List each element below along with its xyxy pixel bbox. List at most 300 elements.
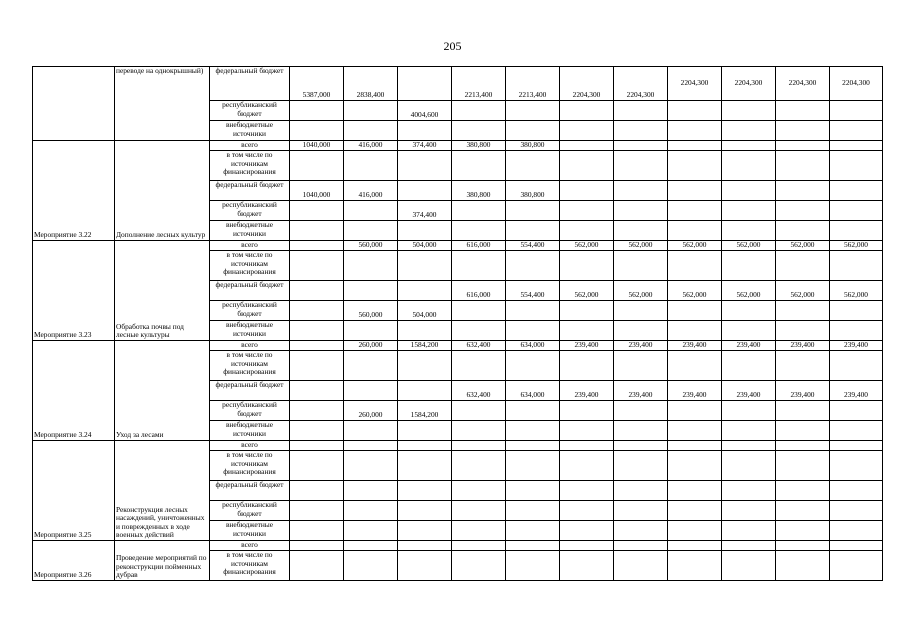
- value-cell: [830, 501, 883, 521]
- value-cell: [290, 521, 344, 541]
- value-cell: [722, 101, 776, 121]
- value-cell: [290, 121, 344, 141]
- value-cell: [452, 401, 506, 421]
- value-cell: 562,000: [830, 241, 883, 251]
- value-cell: [614, 541, 668, 551]
- value-cell: [506, 151, 560, 181]
- value-cell: [614, 521, 668, 541]
- value-cell: 562,000: [614, 281, 668, 301]
- value-cell: [344, 501, 398, 521]
- value-cell: [830, 151, 883, 181]
- value-cell: 562,000: [614, 241, 668, 251]
- value-cell: 562,000: [560, 241, 614, 251]
- value-cell: [344, 101, 398, 121]
- source-cell: внебюджетные источники: [210, 221, 290, 241]
- page-number: 205: [443, 39, 462, 53]
- source-cell: республиканский бюджет: [210, 101, 290, 121]
- value-cell: [452, 221, 506, 241]
- value-cell: [668, 221, 722, 241]
- value-cell: 239,400: [776, 341, 830, 351]
- value-cell: [452, 441, 506, 451]
- value-cell: 1040,000: [290, 181, 344, 201]
- value-cell: [290, 301, 344, 321]
- value-cell: [668, 541, 722, 551]
- value-cell: [344, 481, 398, 501]
- table-body: [33, 67, 883, 581]
- value-cell: 554,400: [506, 281, 560, 301]
- value-cell: 5387,000: [290, 67, 344, 101]
- value-cell: 1040,000: [290, 141, 344, 151]
- source-cell: в том числе по источникам финансирования: [210, 251, 290, 281]
- value-cell: 504,000: [398, 241, 452, 251]
- value-cell: 1584,200: [398, 401, 452, 421]
- value-cell: [722, 351, 776, 381]
- value-cell: [506, 221, 560, 241]
- value-cell: 374,400: [398, 201, 452, 221]
- value-cell: 2204,300: [722, 67, 776, 101]
- value-cell: [722, 551, 776, 581]
- value-cell: [614, 121, 668, 141]
- value-cell: [668, 441, 722, 451]
- value-cell: [614, 501, 668, 521]
- source-cell: федеральный бюджет: [210, 67, 290, 101]
- value-cell: [614, 141, 668, 151]
- measure-cell: Мероприятие 3.26: [33, 541, 115, 581]
- value-cell: [668, 551, 722, 581]
- source-cell: всего: [210, 241, 290, 251]
- value-cell: 1584,200: [398, 341, 452, 351]
- value-cell: [506, 321, 560, 341]
- value-cell: [722, 201, 776, 221]
- value-cell: [830, 121, 883, 141]
- value-cell: [344, 551, 398, 581]
- measure-cell: Мероприятие 3.22: [33, 141, 115, 241]
- value-cell: 562,000: [830, 281, 883, 301]
- value-cell: 632,400: [452, 381, 506, 401]
- value-cell: [560, 201, 614, 221]
- value-cell: [722, 481, 776, 501]
- value-cell: 2204,300: [830, 67, 883, 101]
- value-cell: 239,400: [776, 381, 830, 401]
- source-cell: республиканский бюджет: [210, 201, 290, 221]
- value-cell: [452, 151, 506, 181]
- value-cell: [560, 151, 614, 181]
- value-cell: [344, 201, 398, 221]
- value-cell: [506, 251, 560, 281]
- value-cell: [830, 141, 883, 151]
- value-cell: [398, 481, 452, 501]
- value-cell: [560, 351, 614, 381]
- value-cell: 416,000: [344, 141, 398, 151]
- table-row: [33, 141, 883, 151]
- value-cell: [290, 151, 344, 181]
- value-cell: [398, 221, 452, 241]
- value-cell: 239,400: [722, 381, 776, 401]
- value-cell: [776, 501, 830, 521]
- value-cell: [290, 541, 344, 551]
- value-cell: 380,800: [452, 181, 506, 201]
- value-cell: 2204,300: [614, 67, 668, 101]
- value-cell: [722, 421, 776, 441]
- value-cell: [668, 401, 722, 421]
- value-cell: [830, 351, 883, 381]
- value-cell: [398, 181, 452, 201]
- value-cell: [506, 481, 560, 501]
- value-cell: 554,400: [506, 241, 560, 251]
- value-cell: [722, 301, 776, 321]
- value-cell: [776, 251, 830, 281]
- value-cell: 562,000: [668, 281, 722, 301]
- value-cell: 560,000: [344, 241, 398, 251]
- value-cell: 239,400: [830, 381, 883, 401]
- source-cell: в том числе по источникам финансирования: [210, 551, 290, 581]
- value-cell: [776, 181, 830, 201]
- value-cell: 2213,400: [452, 67, 506, 101]
- value-cell: [560, 121, 614, 141]
- value-cell: 2204,300: [560, 67, 614, 101]
- value-cell: 239,400: [560, 381, 614, 401]
- source-cell: внебюджетные источники: [210, 121, 290, 141]
- value-cell: [506, 401, 560, 421]
- value-cell: [506, 551, 560, 581]
- source-cell: федеральный бюджет: [210, 481, 290, 501]
- table-row: [33, 441, 883, 451]
- value-cell: [398, 381, 452, 401]
- description-cell: Дополнение лесных культур: [115, 141, 210, 241]
- value-cell: [290, 101, 344, 121]
- value-cell: [560, 521, 614, 541]
- value-cell: [668, 481, 722, 501]
- value-cell: [398, 121, 452, 141]
- value-cell: [344, 421, 398, 441]
- value-cell: [290, 351, 344, 381]
- value-cell: [668, 501, 722, 521]
- value-cell: 239,400: [614, 381, 668, 401]
- source-cell: внебюджетные источники: [210, 321, 290, 341]
- value-cell: [830, 521, 883, 541]
- value-cell: [290, 241, 344, 251]
- value-cell: [452, 501, 506, 521]
- value-cell: [290, 501, 344, 521]
- value-cell: [560, 321, 614, 341]
- value-cell: [830, 481, 883, 501]
- value-cell: [506, 101, 560, 121]
- measure-cell: Мероприятие 3.24: [33, 341, 115, 441]
- value-cell: [506, 351, 560, 381]
- value-cell: [398, 67, 452, 101]
- table-row: [33, 67, 883, 101]
- value-cell: [830, 251, 883, 281]
- value-cell: [614, 221, 668, 241]
- value-cell: [398, 251, 452, 281]
- value-cell: [506, 201, 560, 221]
- value-cell: [398, 441, 452, 451]
- value-cell: [398, 541, 452, 551]
- value-cell: [398, 421, 452, 441]
- value-cell: [830, 441, 883, 451]
- value-cell: [560, 421, 614, 441]
- value-cell: 560,000: [344, 301, 398, 321]
- value-cell: [560, 441, 614, 451]
- value-cell: [722, 221, 776, 241]
- value-cell: [776, 421, 830, 441]
- value-cell: [452, 121, 506, 141]
- value-cell: [668, 141, 722, 151]
- value-cell: [830, 301, 883, 321]
- value-cell: [668, 121, 722, 141]
- value-cell: [398, 501, 452, 521]
- value-cell: [560, 181, 614, 201]
- source-cell: всего: [210, 141, 290, 151]
- value-cell: [614, 481, 668, 501]
- value-cell: [722, 501, 776, 521]
- measure-cell: Мероприятие 3.25: [33, 441, 115, 541]
- value-cell: 632,400: [452, 341, 506, 351]
- value-cell: [776, 481, 830, 501]
- value-cell: [722, 181, 776, 201]
- value-cell: [614, 551, 668, 581]
- value-cell: 239,400: [668, 381, 722, 401]
- value-cell: [668, 151, 722, 181]
- value-cell: [722, 451, 776, 481]
- source-cell: внебюджетные источники: [210, 521, 290, 541]
- value-cell: 2204,300: [776, 67, 830, 101]
- value-cell: [830, 401, 883, 421]
- value-cell: [614, 451, 668, 481]
- source-cell: в том числе по источникам финансирования: [210, 451, 290, 481]
- value-cell: [560, 541, 614, 551]
- value-cell: [506, 451, 560, 481]
- value-cell: [722, 521, 776, 541]
- value-cell: [830, 551, 883, 581]
- source-cell: республиканский бюджет: [210, 501, 290, 521]
- value-cell: 562,000: [722, 241, 776, 251]
- value-cell: [776, 441, 830, 451]
- value-cell: [452, 101, 506, 121]
- value-cell: [452, 321, 506, 341]
- value-cell: [776, 121, 830, 141]
- value-cell: [344, 151, 398, 181]
- source-cell: всего: [210, 541, 290, 551]
- description-cell: Уход за лесами: [115, 341, 210, 441]
- value-cell: [344, 451, 398, 481]
- value-cell: [560, 101, 614, 121]
- value-cell: 634,000: [506, 381, 560, 401]
- description-cell: переводе на однокрышный): [115, 67, 210, 141]
- value-cell: [614, 201, 668, 221]
- value-cell: [614, 101, 668, 121]
- value-cell: [668, 201, 722, 221]
- value-cell: [614, 181, 668, 201]
- source-cell: федеральный бюджет: [210, 281, 290, 301]
- description-cell: Реконструкция лесных насаждений, уничтоженных и поврежденных в ходе военных действий: [115, 441, 210, 541]
- value-cell: [344, 221, 398, 241]
- source-cell: в том числе по источникам финансирования: [210, 151, 290, 181]
- value-cell: [830, 181, 883, 201]
- value-cell: [776, 301, 830, 321]
- value-cell: [668, 181, 722, 201]
- value-cell: [560, 251, 614, 281]
- value-cell: [722, 441, 776, 451]
- value-cell: [560, 481, 614, 501]
- value-cell: [398, 551, 452, 581]
- value-cell: [722, 251, 776, 281]
- value-cell: [290, 201, 344, 221]
- value-cell: 562,000: [776, 241, 830, 251]
- value-cell: [830, 201, 883, 221]
- value-cell: [776, 101, 830, 121]
- value-cell: [290, 341, 344, 351]
- value-cell: 2213,400: [506, 67, 560, 101]
- value-cell: [668, 421, 722, 441]
- value-cell: [614, 401, 668, 421]
- value-cell: [614, 441, 668, 451]
- value-cell: [776, 551, 830, 581]
- value-cell: [506, 301, 560, 321]
- value-cell: [614, 351, 668, 381]
- value-cell: 239,400: [722, 341, 776, 351]
- value-cell: [398, 521, 452, 541]
- value-cell: [830, 221, 883, 241]
- value-cell: [560, 501, 614, 521]
- value-cell: [452, 451, 506, 481]
- value-cell: [398, 351, 452, 381]
- value-cell: [290, 251, 344, 281]
- value-cell: [776, 151, 830, 181]
- source-cell: всего: [210, 341, 290, 351]
- value-cell: [452, 351, 506, 381]
- value-cell: [290, 551, 344, 581]
- value-cell: [560, 401, 614, 421]
- value-cell: [344, 381, 398, 401]
- value-cell: 562,000: [668, 241, 722, 251]
- value-cell: [290, 281, 344, 301]
- value-cell: [506, 501, 560, 521]
- source-cell: федеральный бюджет: [210, 381, 290, 401]
- value-cell: [614, 301, 668, 321]
- value-cell: [290, 401, 344, 421]
- value-cell: 4004,600: [398, 101, 452, 121]
- value-cell: [560, 221, 614, 241]
- value-cell: [722, 151, 776, 181]
- value-cell: [776, 541, 830, 551]
- value-cell: [776, 321, 830, 341]
- value-cell: [776, 401, 830, 421]
- value-cell: 380,800: [506, 181, 560, 201]
- value-cell: [452, 541, 506, 551]
- value-cell: [668, 521, 722, 541]
- value-cell: [452, 421, 506, 441]
- value-cell: 239,400: [830, 341, 883, 351]
- value-cell: 2838,400: [344, 67, 398, 101]
- value-cell: [830, 451, 883, 481]
- value-cell: [344, 351, 398, 381]
- value-cell: [290, 381, 344, 401]
- value-cell: [668, 101, 722, 121]
- value-cell: 416,000: [344, 181, 398, 201]
- value-cell: [290, 421, 344, 441]
- value-cell: [614, 151, 668, 181]
- value-cell: [722, 321, 776, 341]
- value-cell: 562,000: [776, 281, 830, 301]
- value-cell: 504,000: [398, 301, 452, 321]
- value-cell: [344, 441, 398, 451]
- value-cell: [290, 481, 344, 501]
- value-cell: 2204,300: [668, 67, 722, 101]
- value-cell: 374,400: [398, 141, 452, 151]
- value-cell: [560, 551, 614, 581]
- value-cell: [614, 421, 668, 441]
- value-cell: [776, 221, 830, 241]
- value-cell: 260,000: [344, 341, 398, 351]
- source-cell: в том числе по источникам финансирования: [210, 351, 290, 381]
- value-cell: [290, 221, 344, 241]
- source-cell: внебюджетные источники: [210, 421, 290, 441]
- value-cell: [560, 451, 614, 481]
- value-cell: [452, 251, 506, 281]
- value-cell: 239,400: [560, 341, 614, 351]
- value-cell: [668, 351, 722, 381]
- value-cell: [776, 141, 830, 151]
- value-cell: 616,000: [452, 281, 506, 301]
- value-cell: [668, 301, 722, 321]
- description-cell: Обработка почвы под лесные культуры: [115, 241, 210, 341]
- value-cell: [722, 141, 776, 151]
- value-cell: [398, 451, 452, 481]
- value-cell: [830, 421, 883, 441]
- table-row: [33, 541, 883, 551]
- budget-table: [32, 66, 883, 581]
- source-cell: республиканский бюджет: [210, 301, 290, 321]
- value-cell: [290, 441, 344, 451]
- table-row: [33, 241, 883, 251]
- value-cell: [506, 421, 560, 441]
- source-cell: федеральный бюджет: [210, 181, 290, 201]
- description-cell: Проведение мероприятий по реконструкции пойменных дубрав: [115, 541, 210, 581]
- source-cell: республиканский бюджет: [210, 401, 290, 421]
- value-cell: [776, 351, 830, 381]
- value-cell: [452, 201, 506, 221]
- measure-cell: Мероприятие 3.23: [33, 241, 115, 341]
- value-cell: [560, 301, 614, 321]
- value-cell: [398, 321, 452, 341]
- value-cell: [722, 541, 776, 551]
- value-cell: [830, 101, 883, 121]
- value-cell: [668, 251, 722, 281]
- value-cell: 634,000: [506, 341, 560, 351]
- source-cell: всего: [210, 441, 290, 451]
- value-cell: [776, 201, 830, 221]
- value-cell: [344, 321, 398, 341]
- value-cell: [452, 481, 506, 501]
- value-cell: [290, 321, 344, 341]
- value-cell: [668, 451, 722, 481]
- value-cell: [776, 521, 830, 541]
- value-cell: [506, 521, 560, 541]
- table-row: [33, 341, 883, 351]
- value-cell: [344, 251, 398, 281]
- value-cell: [452, 301, 506, 321]
- value-cell: 616,000: [452, 241, 506, 251]
- value-cell: 239,400: [668, 341, 722, 351]
- value-cell: [722, 121, 776, 141]
- value-cell: 239,400: [614, 341, 668, 351]
- value-cell: [452, 521, 506, 541]
- value-cell: [614, 321, 668, 341]
- value-cell: [344, 121, 398, 141]
- value-cell: [830, 321, 883, 341]
- value-cell: [722, 401, 776, 421]
